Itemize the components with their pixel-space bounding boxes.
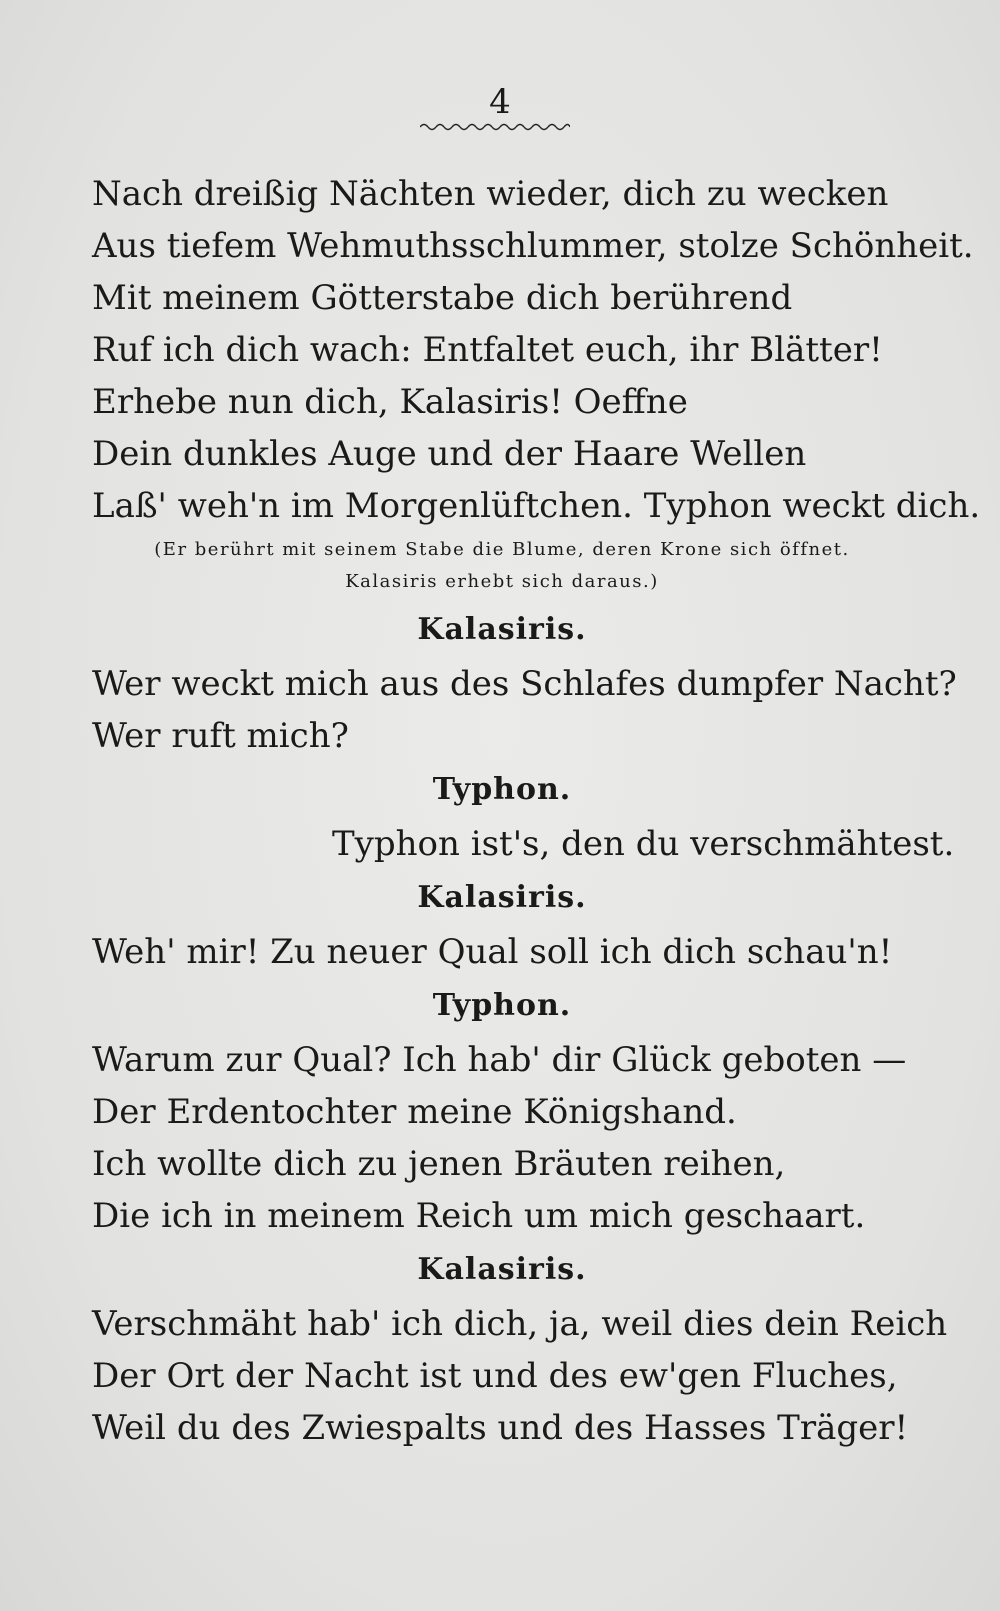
speaker-name: Kalasiris. [417,880,587,915]
verse-line: Aus tiefem Wehmuthsschlummer, stolze Schönheit. [92,226,974,266]
verse-line: Warum zur Qual? Ich hab' dir Glück geboten — [92,1040,907,1080]
page-number: 4 [489,82,511,122]
verse-line: Weh' mir! Zu neuer Qual soll ich dich schau'n! [92,932,893,972]
verse-line: Der Erdentochter meine Königshand. [92,1092,737,1132]
verse-line: Die ich in meinem Reich um mich geschaart. [92,1196,866,1236]
verse-line: Mit meinem Götterstabe dich berührend [92,278,793,318]
play-text [92,168,981,1454]
verse-line: Verschmäht hab' ich dich, ja, weil dies dein Reich [92,1304,948,1344]
stage-direction-line: Kalasiris erhebt sich daraus.) [345,571,659,592]
stage-direction-line: (Er berührt mit seinem Stabe die Blume, deren Krone sich öffnet. [154,539,850,560]
verse-line: Dein dunkles Auge und der Haare Wellen [92,434,807,474]
stage-direction [92,534,912,598]
verse-line: Ich wollte dich zu jenen Bräuten reihen, [92,1144,786,1184]
speaker-name: Typhon. [432,988,572,1023]
verse-line: Typhon ist's, den du verschmähtest. [332,824,955,864]
verse-line: Wer ruft mich? [92,716,349,756]
speaker-name: Kalasiris. [417,1252,587,1287]
wavy-rule-ornament [420,120,570,134]
verse-line: Erhebe nun dich, Kalasiris! Oeffne [92,382,688,422]
speaker-name: Kalasiris. [417,612,587,647]
verse-line: Weil du des Zwiespalts und des Hasses Träger! [92,1408,909,1448]
verse-line: Nach dreißig Nächten wieder, dich zu wecken [92,174,889,214]
speaker-name: Typhon. [432,772,572,807]
verse-line: Laß' weh'n im Morgenlüftchen. Typhon weckt dich. [92,486,981,526]
verse-line: Ruf ich dich wach: Entfaltet euch, ihr Blätter! [92,330,883,370]
verse-line: Der Ort der Nacht ist und des ew'gen Fluches, [92,1356,898,1396]
verse-line: Wer weckt mich aus des Schlafes dumpfer Nacht? [92,664,957,704]
